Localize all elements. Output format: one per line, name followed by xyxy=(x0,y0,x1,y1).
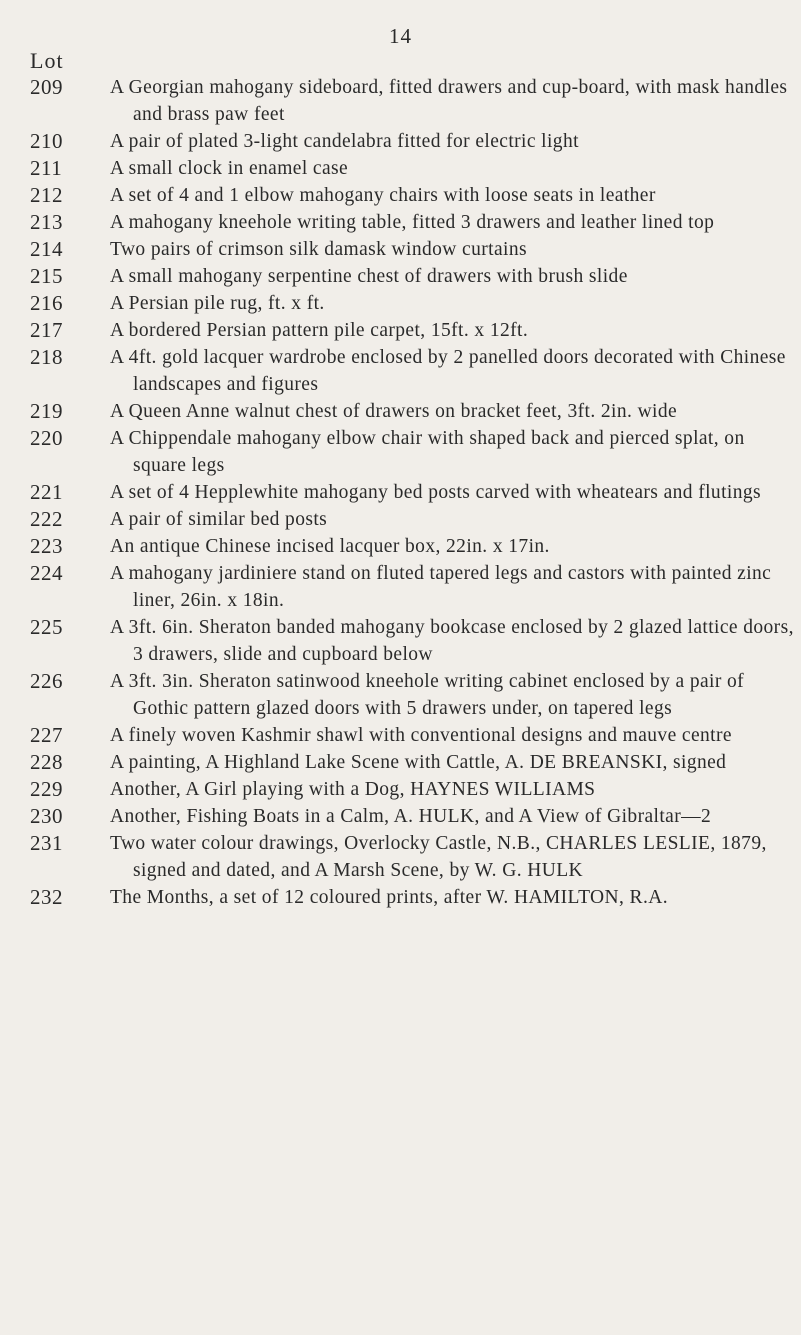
lot-entry-220 xyxy=(0,425,801,479)
lot-entry-212 xyxy=(0,182,801,209)
lot-description: A bordered Persian pattern pile carpet, 15ft. x 12ft. xyxy=(110,320,529,341)
lot-entry-209 xyxy=(0,74,801,128)
lot-description: A mahogany kneehole writing table, fitted 3 drawers and leather lined top xyxy=(110,212,715,233)
lot-description: The Months, a set of 12 coloured prints, after W. HAMILTON, R.A. xyxy=(110,887,668,908)
lot-entry-219 xyxy=(0,398,801,425)
lot-entry-229 xyxy=(0,776,801,803)
lot-entry-222 xyxy=(0,506,801,533)
lot-description: A finely woven Kashmir shawl with conventional designs and mauve centre xyxy=(110,725,732,746)
lot-number: 223 xyxy=(30,534,63,558)
lot-entry-230 xyxy=(0,803,801,830)
lot-description: A mahogany jardiniere stand on fluted tapered legs and castors with painted zinc liner, 26in. x 18in. xyxy=(110,563,772,611)
lot-description: A set of 4 and 1 elbow mahogany chairs with loose seats in leather xyxy=(110,185,656,206)
lot-entry-232 xyxy=(0,884,801,911)
lot-entry-225 xyxy=(0,614,801,668)
lot-description: A small mahogany serpentine chest of drawers with brush slide xyxy=(110,266,628,287)
lot-entry-216 xyxy=(0,290,801,317)
lot-description: Another, A Girl playing with a Dog, HAYNES WILLIAMS xyxy=(110,779,596,800)
lot-entry-213 xyxy=(0,209,801,236)
lot-number: 220 xyxy=(30,426,63,450)
lot-number: 229 xyxy=(30,777,63,801)
lot-description: A pair of similar bed posts xyxy=(110,509,328,530)
lot-entry-211 xyxy=(0,155,801,182)
lot-description: A small clock in enamel case xyxy=(110,158,349,179)
lot-number: 211 xyxy=(30,156,63,180)
page-number: 14 xyxy=(389,24,412,48)
lot-entry-214 xyxy=(0,236,801,263)
lot-description: Two water colour drawings, Overlocky Castle, N.B., CHARLES LESLIE, 1879, signed and dated, and A Marsh Scene, by W. G. HULK xyxy=(110,833,767,881)
lot-entry-210 xyxy=(0,128,801,155)
lot-description: A 3ft. 3in. Sheraton satinwood kneehole writing cabinet enclosed by a pair of Gothic pattern glazed doors with 5 drawers under, on tapered legs xyxy=(110,671,745,719)
lot-entry-226 xyxy=(0,668,801,722)
lot-description: A set of 4 Hepplewhite mahogany bed posts carved with wheatears and flutings xyxy=(110,482,761,503)
lot-description: A Queen Anne walnut chest of drawers on bracket feet, 3ft. 2in. wide xyxy=(110,401,678,422)
lot-number: 225 xyxy=(30,615,63,639)
lot-description: A Chippendale mahogany elbow chair with shaped back and pierced splat, on square legs xyxy=(110,428,745,476)
lot-number: 227 xyxy=(30,723,63,747)
lot-description: A 4ft. gold lacquer wardrobe enclosed by 2 panelled doors decorated with Chinese landscapes and figures xyxy=(110,347,786,395)
lot-description: A 3ft. 6in. Sheraton banded mahogany bookcase enclosed by 2 glazed lattice doors, 3 drawers, slide and cupboard below xyxy=(110,617,794,665)
lot-number: 231 xyxy=(30,831,63,855)
lot-entry-217 xyxy=(0,317,801,344)
lot-description: A painting, A Highland Lake Scene with Cattle, A. DE BREANSKI, signed xyxy=(110,752,727,773)
lot-entry-228 xyxy=(0,749,801,776)
lot-column-heading: Lot xyxy=(30,48,64,73)
lot-number: 232 xyxy=(30,885,63,909)
lot-entry-223 xyxy=(0,533,801,560)
lot-number: 228 xyxy=(30,750,63,774)
lot-entry-231 xyxy=(0,830,801,884)
lot-number: 210 xyxy=(30,129,63,153)
lot-number: 217 xyxy=(30,318,63,342)
lot-number: 226 xyxy=(30,669,63,693)
lot-number: 222 xyxy=(30,507,63,531)
lot-description: An antique Chinese incised lacquer box, 22in. x 17in. xyxy=(110,536,550,557)
lot-number: 213 xyxy=(30,210,63,234)
lot-description: Another, Fishing Boats in a Calm, A. HULK, and A View of Gibraltar—2 xyxy=(110,806,712,827)
lot-number: 221 xyxy=(30,480,63,504)
lot-description: A pair of plated 3-light candelabra fitted for electric light xyxy=(110,131,579,152)
lot-number: 212 xyxy=(30,183,63,207)
lot-description: Two pairs of crimson silk damask window curtains xyxy=(110,239,527,260)
lot-number: 218 xyxy=(30,345,63,369)
lot-list xyxy=(0,74,801,911)
lot-number: 209 xyxy=(30,75,63,99)
lot-number: 215 xyxy=(30,264,63,288)
lot-entry-215 xyxy=(0,263,801,290)
lot-number: 216 xyxy=(30,291,63,315)
lot-number: 214 xyxy=(30,237,63,261)
lot-entry-227 xyxy=(0,722,801,749)
lot-entry-218 xyxy=(0,344,801,398)
lot-description: A Persian pile rug, ft. x ft. xyxy=(110,293,325,314)
lot-number: 224 xyxy=(30,561,63,585)
lot-number: 219 xyxy=(30,399,63,423)
lot-entry-224 xyxy=(0,560,801,614)
lot-entry-221 xyxy=(0,479,801,506)
lot-number: 230 xyxy=(30,804,63,828)
lot-description: A Georgian mahogany sideboard, fitted drawers and cup-board, with mask handles and brass paw feet xyxy=(110,77,788,125)
